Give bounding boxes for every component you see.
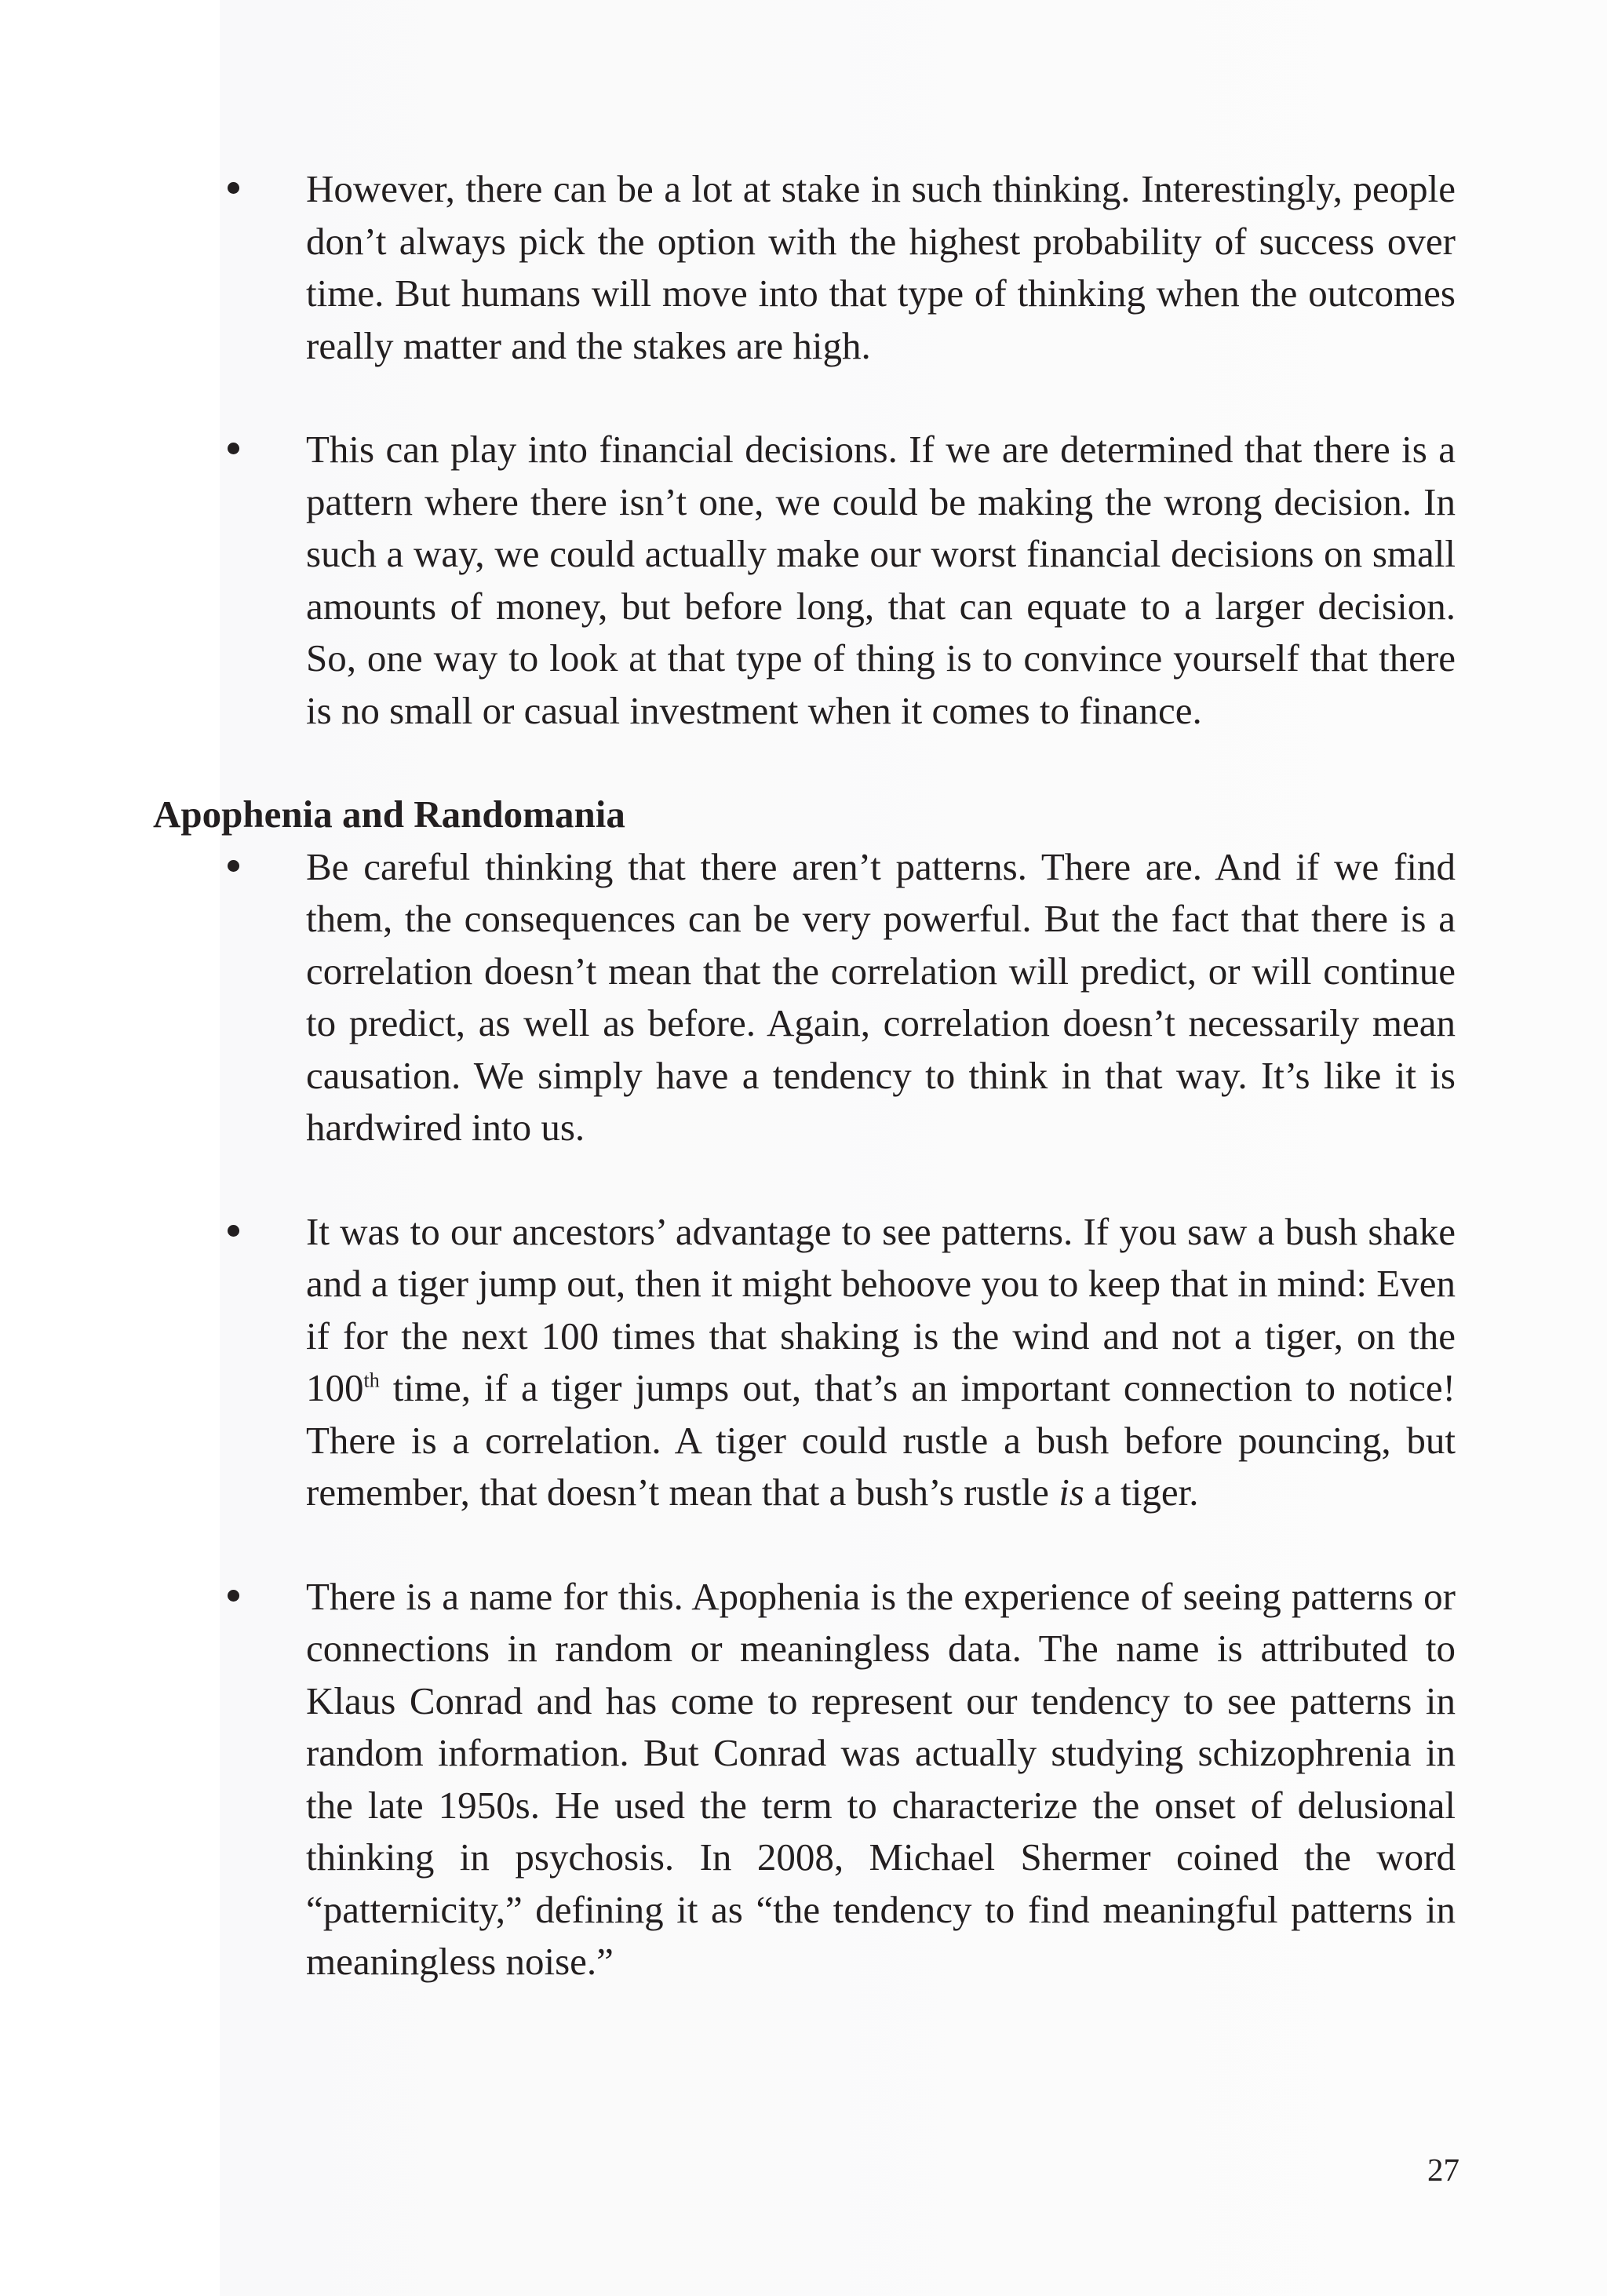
italic-emphasis: is — [1059, 1471, 1084, 1514]
bullet-text: Be careful thinking that there aren’t patterns. There are. And if we find them, the consequences can be very powerful. But the fact that there is a correlation doesn’t mean that the correlation will predict, or will continue to predict, as well as before. Again, correlation doesn’t necessarily mean causation. We simply have a tendency to think in that way. It’s like it is hardwired into us. — [306, 844, 1456, 1149]
bullet-icon — [228, 182, 239, 194]
bullet-text: This can play into financial decisions. If we are determined that there is a pattern where there isn’t one, we could be making the wrong decision. In such a way, we could actually make our worst financial decisions on small amounts of money, but before long, that can equate to a larger decision. So, one way to look at that type of thing is to convince yourself that there is no small or casual investment when it comes to finance. — [306, 428, 1456, 732]
bullet-text-part: a tiger. — [1084, 1471, 1199, 1514]
paragraph-gap — [153, 737, 1456, 789]
page-body — [153, 163, 1456, 1988]
bullet-paragraph-patterns — [153, 841, 1456, 1154]
bullet-text: However, there can be a lot at stake in such thinking. Interestingly, people don’t always pick the option with the highest probability of success over time. But humans will move into that type of thinking when the outcomes really matter and the stakes are high. — [306, 167, 1456, 367]
bullet-paragraph-apophenia — [153, 1571, 1456, 1988]
bullet-icon — [228, 443, 239, 454]
bullet-paragraph-stakes — [153, 163, 1456, 372]
bullet-icon — [228, 1590, 239, 1602]
bullet-paragraph-ancestors — [153, 1206, 1456, 1519]
bullet-text-part: It was to our ancestors’ advantage to see patterns. If you saw a bush shake and a tiger jump out, then it might behoove you to keep that in mind: Even if for the next 100 times that shaking is the wind and not a tiger, on the 100 — [306, 1209, 1456, 1409]
ordinal-superscript: th — [363, 1368, 380, 1392]
section-heading: Apophenia and Randomania — [153, 793, 625, 836]
bullet-text: There is a name for this. Apophenia is the experience of seeing patterns or connections in random or meaningless data. The name is attributed to Klaus Conrad and has come to represent our tendency to see patterns in random information. But Conrad was actually studying schizophrenia in the late 1950s. He used the term to characterize the onset of delusional thinking in psychosis. In 2008, Michael Shermer coined the word “patternicity,” defining it as “the tendency to find meaningful patterns in meaningless noise.” — [306, 1574, 1456, 1983]
bullet-icon — [228, 860, 239, 872]
paragraph-gap — [153, 1519, 1456, 1571]
bullet-paragraph-financial-decisions — [153, 424, 1456, 737]
paragraph-gap — [153, 372, 1456, 424]
paragraph-gap — [153, 1154, 1456, 1206]
page-number: 27 — [1427, 2152, 1459, 2188]
bullet-icon — [228, 1225, 239, 1237]
bullet-text-part: time, if a tiger jumps out, that’s an important connection to notice! There is a correlation. A tiger could rustle a bush before pouncing, but remember, that doesn’t mean that a bush’s rustle — [306, 1366, 1456, 1514]
